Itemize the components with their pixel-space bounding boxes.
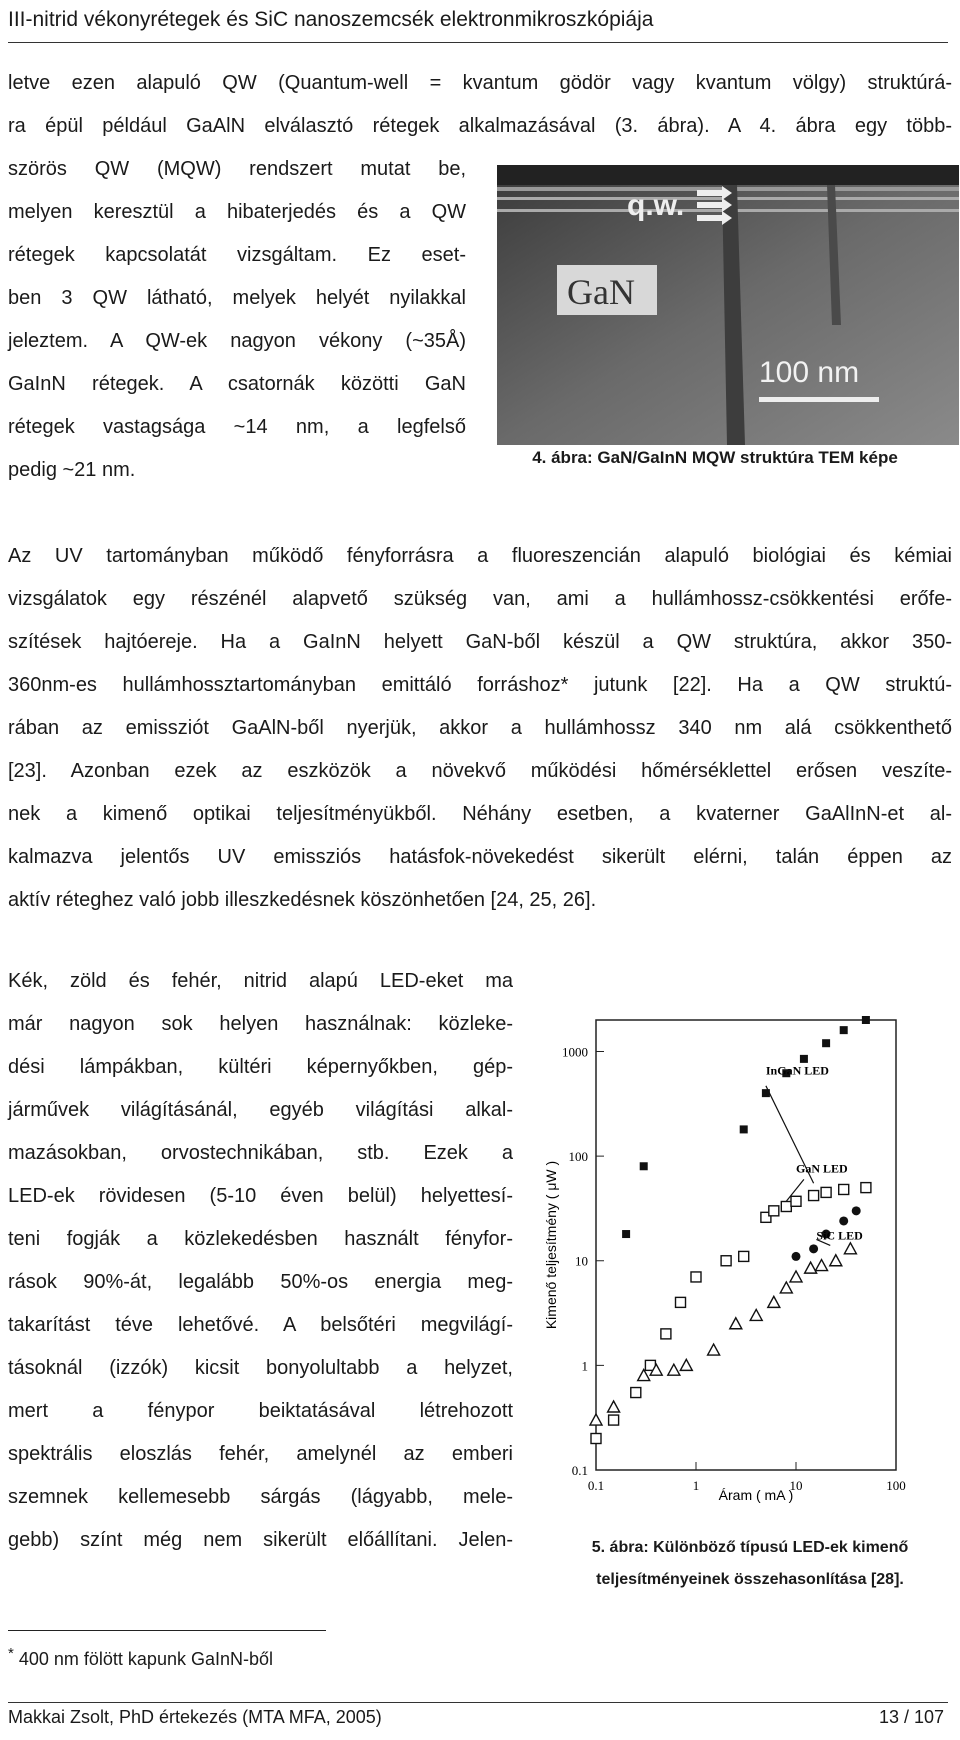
sic-point [792,1252,801,1261]
sic-point [839,1216,848,1225]
footer-page-number: 13 / 107 [878,1707,944,1727]
text-line: aktív réteghez való jobb illeszkedésnek köszönhetően [24, 25, 26]. [8,889,597,911]
y-tick-label: 1000 [562,1044,588,1060]
text-line: spektrális eloszlás fehér, amelynél az emberi [8,1443,513,1465]
header-title: III-nitrid vékonyrétegek és SiC nanoszemcsék elektronmikroszkópiája [8,8,654,31]
x-axis-label: Áram ( mA ) [718,1487,794,1503]
footnote-rule [8,1630,326,1631]
x-tick-label: 100 [886,1478,906,1493]
figure-5-caption-line: teljesítményeinek összehasonlítása [28]. [596,1571,904,1588]
gan-point [739,1251,749,1261]
gan-point [769,1206,779,1216]
text-line: szítések hajtóereje. Ha a GaInN helyett GaN-ből készül a QW struktúra, akkor 350- [8,631,952,653]
gan-point [661,1329,671,1339]
gan-label: GaN [567,272,635,312]
text-line: ben 3 QW látható, melyek helyét nyilakkal [8,287,466,309]
text-line: már nagyon sok helyen használnak: közleke- [8,1013,513,1035]
gan-point [839,1184,849,1194]
footnote-text: 400 nm fölött kapunk GaInN-ből [18,1649,274,1669]
gan-point [781,1201,791,1211]
footer-author: Makkai Zsolt, PhD értekezés (MTA MFA, 2005) [8,1707,382,1727]
qw-arrows [697,186,732,225]
ingan-point [840,1026,848,1034]
x-tick-label: 10 [789,1478,803,1493]
ingan-point [800,1055,808,1063]
text-line: Kék, zöld és fehér, nitrid alapú LED-eket ma [8,970,513,992]
text-line: jeleztem. A QW-ek nagyon vékony (~35Å) [8,330,466,352]
text-line: takarítást téve lehetővé. A belsőtéri megvilágí- [8,1314,513,1336]
text-line: dési lámpákban, kültéri képernyőkben, gép- [8,1056,513,1078]
qw-label: q.w. [627,189,685,222]
text-line: rában az emissziót GaAlN-ből nyerjük, akkor a hullámhossz 340 nm alá csökkenthető [8,717,952,739]
figure-5-caption-line: 5. ábra: Különböző típusú LED-ek kimenő [591,1539,909,1556]
text-line: mert a fénypor beiktatásával létrehozott [8,1400,513,1422]
ingan-point [862,1016,870,1024]
gan-annotation: GaN LED [796,1161,848,1176]
text-line: GaInN rétegek. A csatornák közötti GaN [8,373,466,395]
y-tick-label: 10 [575,1253,588,1269]
text-line: járművek világításánál, egyéb világítási alkal- [8,1099,513,1121]
text-line: rétegek vastagsága ~14 nm, a legfelső [8,416,466,438]
gan-point [691,1272,701,1282]
paragraph-3 [8,960,513,1562]
text-line: gebb) színt még nem sikerült előállítani. Jelen- [8,1529,513,1551]
ingan-point [622,1230,630,1238]
paragraph-2 [8,535,952,922]
text-line: [23]. Azonban ezek az eszközök a növekvő működési hőmérséklettel erősen veszíte- [8,760,952,782]
y-tick-label: 1 [581,1358,588,1374]
gan-point [609,1415,619,1425]
footnote-mark: * [8,1645,14,1662]
text-line: szemnek kellemesebb sárgás (lágyabb, mele- [8,1486,513,1508]
text-line: teni fogják a közlekedésben használt fényfor- [8,1228,513,1250]
gan-point [591,1434,601,1444]
scale-bar [759,397,879,402]
text-line: nek a kimenő optikai teljesítményükből. Néhány esetben, a kvaterner GaAlInN-et al- [8,803,952,825]
text-line: LED-ek rövidesen (5-10 éven belül) helyettesí- [8,1185,513,1207]
gan-point [821,1187,831,1197]
paragraph-1-top [8,62,952,148]
gan-point [631,1388,641,1398]
running-header [8,8,948,43]
footer [8,1702,948,1728]
gan-point [791,1196,801,1206]
text-line: rétegek kapcsolatát vizsgáltam. Ez eset- [8,244,466,266]
x-tick-label: 0.1 [587,1478,605,1493]
tem-image [497,165,959,445]
paragraph-1-left [8,148,466,492]
ingan-point [740,1125,748,1133]
text-line: melyen keresztül a hibaterjedés és a QW [8,201,466,223]
y-axis-label: Kimenő teljesítmény ( μW ) [543,1160,559,1330]
text-line: letve ezen alapuló QW (Quantum-well = kvantum gödör vagy kvantum völgy) struktúrá- [8,72,952,94]
led-power-chart [536,1000,956,1520]
figure-5-caption [540,1532,960,1596]
y-tick-label: 100 [568,1149,588,1165]
ingan-point [822,1039,830,1047]
gan-point [861,1183,871,1193]
x-tick-label: 1 [692,1478,700,1493]
gan-point [809,1191,819,1201]
text-line: tásoknál (izzók) kicsit bonyolultabb a helyzet, [8,1357,513,1379]
ingan-point [640,1162,648,1170]
y-tick-label: 0.1 [571,1463,588,1478]
text-line: ra épül például GaAlN elválasztó rétegek alkalmazásával (3. ábra). A 4. ábra egy több- [8,115,952,137]
text-line: Az UV tartományban működő fényforrásra a fluoreszencián alapuló biológiai és kémiai [8,545,952,567]
text-line: kalmazva jelentős UV emissziós hatásfok-növekedést sikerült elérni, talán éppen az [8,846,952,868]
scale-label: 100 nm [759,356,860,389]
text-line: vizsgálatok egy részénél alapvető szükség van, ami a hullámhossz-csökkentési erőfe- [8,588,952,610]
footnote [8,1645,273,1670]
text-line: rások 90%-át, legalább 50%-os energia meg- [8,1271,513,1293]
sic-point [852,1206,861,1215]
gan-point [676,1297,686,1307]
gan-point [721,1256,731,1266]
text-line: mazásokban, orvostechnikában, stb. Ezek a [8,1142,513,1164]
sic-point [809,1244,818,1253]
text-line: 360nm-es hullámhossztartományban emittáló forráshoz* jutunk [22]. Ha a QW struktú- [8,674,952,696]
text-line: pedig ~21 nm. [8,459,136,481]
ingan-annotation: InGaN LED [765,1063,829,1078]
figure-4-caption: 4. ábra: GaN/GaInN MQW struktúra TEM képe [532,448,898,467]
sic-annotation: SiC LED [816,1228,863,1243]
text-line: szörös QW (MQW) rendszert mutat be, [8,158,466,180]
